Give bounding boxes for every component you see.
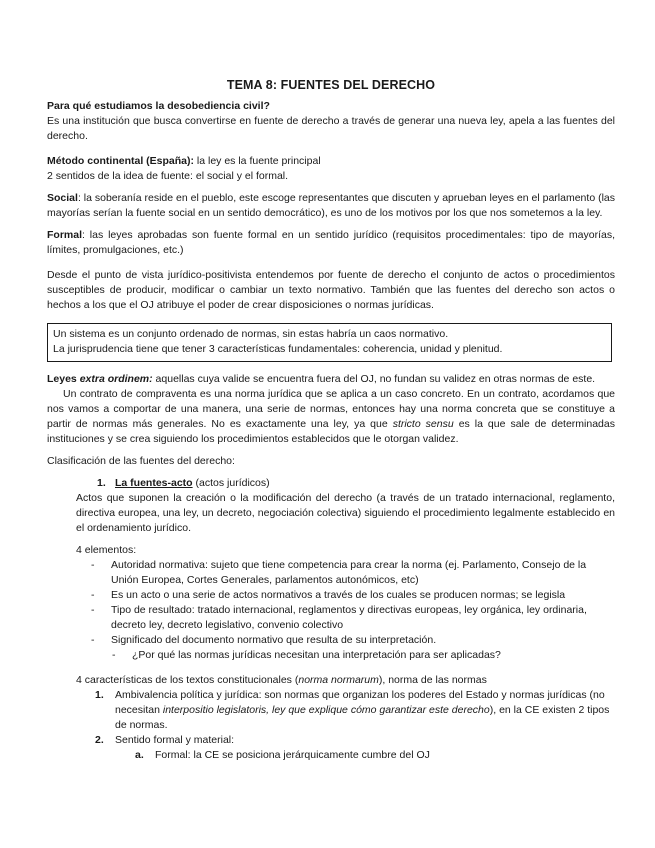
fuentes-acto-desc: Actos que suponen la creación o la modificación del derecho (a través de un tratado internacional, reglamento, directiva europea, una ley, un decreto, negociación colectiva) siguiendo el procedimiento legalmente establecido en el ordenamiento jurídico. <box>76 492 615 534</box>
document-title: TEMA 8: FUENTES DEL DERECHO <box>226 78 436 92</box>
formal-paragraph: Formal: las leyes aprobadas son fuente formal en un sentido jurídico (requisitos procedimentales: tipo de mayorías, límites, promulgaciones, etc.) <box>47 229 615 256</box>
clasificacion-heading: Clasificación de las fuentes del derecho: <box>47 455 235 467</box>
elementos-heading: 4 elementos: <box>76 544 137 556</box>
positivista-paragraph: Desde el punto de vista jurídico-positivista entendemos por fuente de derecho el conjunto de actos o procedimientos susceptibles de producir, modificar o cambiar un texto normativo. También que las fuentes del derecho son actos o hechos a los que el OJ atribuye el poder de crear disposiciones o normas jurídicas. <box>47 269 615 311</box>
metodo-line: Método continental (España): la ley es la fuente principal <box>47 155 321 167</box>
document-page <box>47 78 615 763</box>
metodo-line2: 2 sentidos de la idea de fuente: el social y el formal. <box>47 170 289 182</box>
list-item: - Tipo de resultado: tratado internacional, reglamentos y directivas europeas, ley orgánica, ley ordinaria, decreto ley, decreto legislativo, convenio colectivo <box>91 604 587 631</box>
list-item: - Es un acto o una serie de actos normativos a través de los cuales se producen normas; se legisla <box>91 589 566 601</box>
highlight-box <box>47 323 612 362</box>
list-item: 1. Ambivalencia política y jurídica: son normas que organizan los poderes del Estado y normas jurídicas (no necesitan interpositio legislatoris, ley que explique cómo garantizar este derecho), en la CE existen 2 tipos de normas. <box>95 689 610 731</box>
list-item: 2. Sentido formal y material: <box>95 734 235 746</box>
elementos-list <box>91 558 615 648</box>
fuentes-acto-label: La fuentes-acto <box>115 477 193 489</box>
intro-heading: Para qué estudiamos la desobediencia civil? <box>47 100 270 112</box>
list-item-fuentes-acto: 1. La fuentes-acto (actos jurídicos) <box>97 477 270 489</box>
box-line-1: Un sistema es un conjunto ordenado de normas, sin estas habría un caos normativo. <box>53 328 449 340</box>
box-line-2: La jurisprudencia tiene que tener 3 características fundamentales: coherencia, unidad y plenitud. <box>53 343 503 355</box>
caracteristicas-list <box>95 688 615 763</box>
sub-list-item: - ¿Por qué las normas jurídicas necesitan una interpretación para ser aplicadas? <box>112 649 501 661</box>
list-item: - Autoridad normativa: sujeto que tiene competencia para crear la norma (ej. Parlamento, Consejo de la Unión Europea, Cortes Generales, parlamentos autonómicos, etc) <box>91 559 587 586</box>
contrato-paragraph: Un contrato de compraventa es una norma jurídica que se aplica a un caso concreto. En un contrato, acordamos que nos vamos a comportar de una manera, una serie de normas, entonces hay una norma concreta que se constituye a partir de normas más generales. No es exactamente una ley, ya que stricto sensu es la que sale de determinadas instituciones y se crea siguiendo los procedimientos establecidos que le otorgan validez. <box>47 388 615 445</box>
list-item: - Significado del documento normativo que resulta de su interpretación. <box>91 634 437 646</box>
intro-text: Es una institución que busca convertirse en fuente de derecho a través de generar una nueva ley, apela a las fuentes del derecho. <box>47 115 615 142</box>
caracteristicas-heading: 4 características de los textos constitucionales (norma normarum), norma de las normas <box>76 674 487 686</box>
leyes-extra-ordinem: Leyes extra ordinem: aquellas cuya valide se encuentra fuera del OJ, no fundan su validez en otras normas de este. <box>47 373 596 385</box>
social-paragraph: Social: la soberanía reside en el pueblo, este escoge representantes que discuten y aprueban leyes en el parlamento (las mayorías serían la fuente social en un sentido democrático), es uno de los motivos por los que nos sometemos a la ley. <box>47 192 615 219</box>
sub-list-item: a. Formal: la CE se posiciona jerárquicamente cumbre del OJ <box>135 749 430 761</box>
